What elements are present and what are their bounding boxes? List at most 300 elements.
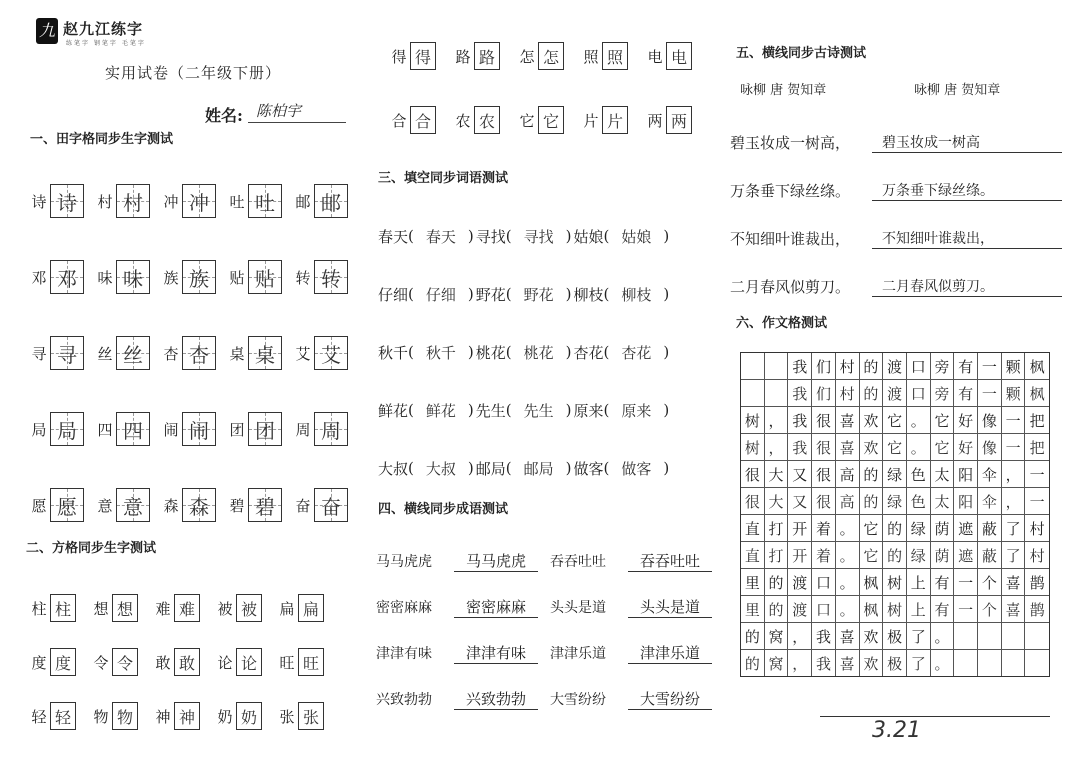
grid-cell: 。 — [931, 623, 955, 649]
printed-char: 敢 — [155, 653, 171, 672]
paren-open: ( — [505, 459, 512, 477]
handwritten-char: 物 — [116, 707, 133, 727]
tianzige-item — [160, 412, 226, 446]
tianzige-box — [182, 412, 216, 446]
grid-cell — [741, 353, 765, 379]
printed-char: 杏 — [163, 344, 179, 363]
printed-char: 奋 — [295, 496, 311, 515]
handwritten-char: 它 — [542, 111, 559, 131]
grid-cell: 着 — [812, 542, 836, 568]
tianzige-item — [94, 184, 160, 218]
tianzige-box — [314, 260, 348, 294]
idiom-word: 津津有味 — [376, 646, 432, 662]
handwritten-char: 度 — [54, 653, 71, 673]
grid-cell: 好 — [954, 434, 978, 460]
grid-cell: 渡 — [883, 353, 907, 379]
tianzige-box — [50, 336, 84, 370]
printed-char: 贴 — [229, 268, 245, 287]
composition-grid — [740, 352, 1050, 677]
grid-cell: 渡 — [883, 380, 907, 406]
printed-char: 轻 — [31, 707, 47, 726]
grid-cell: 遮 — [954, 542, 978, 568]
grid-cell: ， — [788, 623, 812, 649]
grid-cell: 的 — [883, 515, 907, 541]
idiom-answer: 密密麻麻 — [454, 596, 538, 618]
grid-cell: 村 — [836, 353, 860, 379]
fangge-item — [214, 702, 276, 730]
handwritten-char: 电 — [670, 47, 687, 67]
handwritten-char: 邓 — [57, 266, 77, 291]
grid-cell — [1002, 650, 1026, 676]
tianzige-item — [160, 336, 226, 370]
printed-char: 片 — [583, 111, 599, 130]
printed-char: 吐 — [229, 192, 245, 211]
fangge-box — [666, 42, 692, 70]
grid-row — [741, 380, 1049, 407]
fangge-item — [90, 702, 152, 730]
grid-cell: 很 — [741, 461, 765, 487]
grid-cell: 绿 — [907, 515, 931, 541]
grid-cell: 它 — [931, 407, 955, 433]
fangge-box — [236, 648, 262, 676]
tianzige-item — [292, 336, 358, 370]
fangge-box — [410, 42, 436, 70]
word: 野花 — [475, 285, 506, 304]
grid-cell: 直 — [741, 542, 765, 568]
poem-answer: 二月春风似剪刀。 — [872, 276, 1062, 297]
grid-row — [741, 650, 1049, 676]
paren-close: ) — [565, 459, 572, 477]
idiom-row — [376, 676, 712, 722]
fill-row — [378, 381, 671, 439]
printed-char: 怎 — [519, 47, 535, 66]
handwritten-char: 片 — [606, 111, 623, 131]
tianzige-item — [160, 184, 226, 218]
grid-cell: 们 — [812, 380, 836, 406]
handwritten-char: 诗 — [57, 190, 77, 215]
fangge-box — [112, 594, 138, 622]
fangge-box — [50, 702, 76, 730]
printed-char: 寻 — [31, 344, 47, 363]
tianzige-box — [116, 488, 150, 522]
printed-char: 邓 — [31, 268, 47, 287]
grid-cell: 喜 — [836, 407, 860, 433]
grid-cell — [765, 380, 789, 406]
tianzige-box — [314, 336, 348, 370]
grid-cell: 荫 — [931, 542, 955, 568]
section3-title: 三、填空同步词语测试 — [378, 171, 509, 186]
grid-cell: 窝 — [765, 650, 789, 676]
paren-close: ) — [565, 401, 572, 419]
handwritten-char: 张 — [302, 707, 319, 727]
grid-cell: 色 — [907, 488, 931, 514]
printed-char: 物 — [93, 707, 109, 726]
grid-cell: 。 — [836, 596, 860, 622]
grid-cell: 。 — [836, 569, 860, 595]
grid-cell: 鹊 — [1029, 573, 1045, 592]
grid-cell: 像 — [978, 407, 1002, 433]
grid-cell: ， — [788, 650, 812, 676]
grid-cell — [954, 623, 978, 649]
printed-char: 团 — [229, 420, 245, 439]
printed-char: 邮 — [295, 192, 311, 211]
name-label: 姓名: — [205, 106, 243, 125]
tianzige-item — [28, 260, 94, 294]
fangge-box — [298, 648, 324, 676]
tianzige-box — [50, 260, 84, 294]
paren-open: ( — [603, 401, 610, 419]
brand-subtitle: 练笔字 钢笔字 毛笔字 — [66, 40, 146, 47]
handwritten-char: 怎 — [542, 47, 559, 67]
grid-row — [741, 542, 1049, 569]
printed-char: 张 — [279, 707, 295, 726]
grid-cell: 们 — [812, 353, 836, 379]
word: 春天 — [378, 227, 409, 246]
name-value: 陈柏宇 — [256, 102, 302, 120]
fangge-box — [538, 106, 564, 134]
grid-row — [741, 461, 1049, 488]
idiom-row — [376, 538, 712, 584]
handwritten-char: 贴 — [255, 266, 275, 291]
grid-cell: 树 — [883, 569, 907, 595]
grid-row — [741, 353, 1049, 380]
grid-cell: 极 — [883, 650, 907, 676]
tianzige-box — [314, 488, 348, 522]
grid-cell: 枫 — [1029, 357, 1045, 376]
grid-cell: 欢 — [860, 434, 884, 460]
paren-open: ( — [603, 227, 610, 245]
answer: 原来 — [621, 401, 652, 420]
handwritten-char: 冲 — [189, 190, 209, 215]
section1-title: 一、田字格同步生字测试 — [30, 132, 174, 147]
tianzige-box — [50, 488, 84, 522]
fangge-box — [50, 594, 76, 622]
tianzige-box — [116, 336, 150, 370]
printed-char: 族 — [163, 268, 179, 287]
handwritten-char: 局 — [57, 418, 77, 443]
fangge-item — [452, 106, 516, 134]
answer: 秋千 — [425, 343, 456, 362]
tianzige-row — [28, 315, 358, 391]
section2b-grid — [388, 40, 708, 136]
grid-cell — [741, 380, 765, 406]
handwritten-char: 族 — [189, 266, 209, 291]
tianzige-row — [28, 239, 358, 315]
grid-cell: 一 — [1002, 407, 1026, 433]
poem-answer: 万条垂下绿丝绦。 — [872, 180, 1062, 201]
handwritten-char: 丝 — [123, 342, 143, 367]
paren-close: ) — [467, 227, 474, 245]
fangge-row — [28, 689, 338, 743]
printed-char: 味 — [97, 268, 113, 287]
grid-cell: 了 — [907, 623, 931, 649]
grid-cell: 枫 — [860, 569, 884, 595]
grid-cell: 一 — [1029, 492, 1045, 511]
poem-lines — [730, 118, 1062, 310]
fangge-box — [474, 106, 500, 134]
grid-cell: 荫 — [931, 515, 955, 541]
fangge-box — [112, 702, 138, 730]
handwritten-char: 轻 — [54, 707, 71, 727]
poem-text: 二月春风似剪刀。 — [730, 277, 851, 296]
section2-grid — [28, 581, 338, 743]
grid-cell: 蔽 — [978, 515, 1002, 541]
grid-cell: 它 — [883, 434, 907, 460]
fangge-item — [152, 648, 214, 676]
fangge-box — [298, 594, 324, 622]
fangge-item — [28, 648, 90, 676]
printed-char: 电 — [647, 47, 663, 66]
tianzige-box — [314, 184, 348, 218]
grid-cell: 喜 — [1002, 569, 1026, 595]
grid-cell: 遮 — [954, 515, 978, 541]
poem-text: 碧玉妆成一树高， — [730, 133, 851, 152]
printed-char: 神 — [155, 707, 171, 726]
fangge-row — [388, 40, 708, 72]
printed-char: 得 — [391, 47, 407, 66]
fangge-item — [214, 594, 276, 622]
tianzige-item — [160, 488, 226, 522]
printed-char: 旺 — [279, 653, 295, 672]
grid-cell: 太 — [931, 488, 955, 514]
printed-char: 转 — [295, 268, 311, 287]
word: 寻找 — [475, 227, 506, 246]
idiom-word: 津津乐道 — [550, 646, 606, 662]
handwritten-char: 被 — [240, 599, 257, 619]
paren-close: ) — [467, 401, 474, 419]
grid-cell: 高 — [836, 461, 860, 487]
grid-cell: ， — [1002, 488, 1026, 514]
grid-cell: 开 — [788, 515, 812, 541]
grid-cell: 我 — [812, 623, 836, 649]
grid-row — [741, 407, 1049, 434]
grid-cell: ， — [765, 407, 789, 433]
grid-row — [741, 515, 1049, 542]
section5-title: 五、横线同步古诗测试 — [736, 46, 867, 61]
handwritten-char: 柱 — [54, 599, 71, 619]
handwritten-char: 碧 — [255, 494, 275, 519]
tianzige-item — [160, 260, 226, 294]
grid-cell: 绿 — [907, 542, 931, 568]
fangge-box — [236, 594, 262, 622]
fangge-box — [602, 106, 628, 134]
poem-row — [730, 166, 1062, 214]
tianzige-item — [28, 488, 94, 522]
grid-cell: 的 — [765, 596, 789, 622]
word: 先生 — [475, 401, 506, 420]
printed-char: 愿 — [31, 496, 47, 515]
tianzige-box — [248, 412, 282, 446]
grid-cell: 我 — [788, 407, 812, 433]
paren-close: ) — [663, 285, 670, 303]
fangge-item — [276, 702, 338, 730]
grid-cell: 一 — [978, 380, 1002, 406]
fangge-item — [28, 702, 90, 730]
grid-cell: 树 — [741, 434, 765, 460]
grid-cell — [765, 353, 789, 379]
fangge-item — [90, 648, 152, 676]
tianzige-box — [248, 260, 282, 294]
grid-cell: 的 — [741, 623, 765, 649]
grid-cell: 打 — [765, 515, 789, 541]
grid-cell: 我 — [788, 353, 812, 379]
tianzige-item — [94, 336, 160, 370]
grid-cell: 的 — [860, 380, 884, 406]
printed-char: 扁 — [279, 599, 295, 618]
idiom-answer: 大雪纷纷 — [628, 688, 712, 710]
paren-open: ( — [408, 285, 414, 303]
printed-char: 论 — [217, 653, 233, 672]
grid-cell: ， — [765, 434, 789, 460]
grid-cell: 很 — [812, 461, 836, 487]
grid-cell — [1025, 650, 1048, 676]
tianzige-item — [94, 412, 160, 446]
paren-close: ) — [467, 459, 474, 477]
tianzige-box — [248, 184, 282, 218]
grid-cell: 一 — [1029, 465, 1045, 484]
handwritten-char: 团 — [255, 418, 275, 443]
grid-cell: 渡 — [788, 569, 812, 595]
handwritten-char: 艾 — [321, 342, 341, 367]
grid-cell: 大 — [765, 488, 789, 514]
tianzige-box — [248, 336, 282, 370]
tianzige-item — [28, 184, 94, 218]
fangge-box — [474, 42, 500, 70]
answer: 先生 — [523, 401, 554, 420]
grid-cell: 的 — [765, 569, 789, 595]
printed-char: 合 — [391, 111, 407, 130]
tianzige-item — [226, 336, 292, 370]
printed-char: 意 — [97, 496, 113, 515]
grid-cell — [978, 650, 1002, 676]
tianzige-box — [50, 412, 84, 446]
grid-cell: 村 — [836, 380, 860, 406]
fangge-item — [28, 594, 90, 622]
handwritten-char: 四 — [123, 418, 143, 443]
printed-char: 令 — [93, 653, 109, 672]
section4-list — [376, 538, 712, 722]
poem-row — [730, 118, 1062, 166]
grid-cell: 树 — [883, 596, 907, 622]
grid-cell: 阳 — [954, 461, 978, 487]
poem-row — [730, 262, 1062, 310]
handwritten-char: 转 — [321, 266, 341, 291]
fangge-box — [236, 702, 262, 730]
paren-open: ( — [603, 459, 610, 477]
handwritten-char: 味 — [123, 266, 143, 291]
fangge-box — [410, 106, 436, 134]
tianzige-item — [226, 184, 292, 218]
tianzige-box — [50, 184, 84, 218]
grid-row — [741, 596, 1049, 623]
section6-title: 六、作文格测试 — [736, 316, 828, 331]
printed-char: 局 — [31, 420, 47, 439]
word: 做客 — [573, 459, 604, 478]
paren-close: ) — [663, 401, 670, 419]
handwritten-char: 令 — [116, 653, 133, 673]
handwritten-char: 农 — [478, 111, 495, 131]
fangge-box — [174, 702, 200, 730]
word: 仔细 — [378, 285, 409, 304]
paren-close: ) — [467, 343, 474, 361]
grid-cell: 太 — [931, 461, 955, 487]
grid-cell: 有 — [954, 380, 978, 406]
grid-cell: 喜 — [836, 650, 860, 676]
poem-text: 不知细叶谁裁出， — [730, 229, 851, 248]
grid-cell: 个 — [978, 569, 1002, 595]
fangge-box — [666, 106, 692, 134]
grid-cell: 里 — [741, 569, 765, 595]
answer: 野花 — [523, 285, 554, 304]
grid-cell: 个 — [978, 596, 1002, 622]
handwritten-char: 得 — [414, 47, 431, 67]
printed-char: 两 — [647, 111, 663, 130]
handwritten-char: 杏 — [189, 342, 209, 367]
handwritten-char: 路 — [478, 47, 495, 67]
brand-logo: 九 — [36, 18, 58, 44]
tianzige-item — [226, 260, 292, 294]
grid-cell: 好 — [954, 407, 978, 433]
handwritten-char: 扁 — [302, 599, 319, 619]
tianzige-item — [28, 336, 94, 370]
word: 大叔 — [378, 459, 409, 478]
fangge-item — [516, 42, 580, 70]
idiom-word: 头头是道 — [550, 600, 606, 616]
fangge-item — [152, 594, 214, 622]
poem-answer: 碧玉妆成一树高 — [872, 132, 1062, 153]
printed-char: 冲 — [163, 192, 179, 211]
paren-close: ) — [663, 227, 670, 245]
grid-cell: 直 — [741, 515, 765, 541]
signature-line — [820, 716, 1050, 717]
word: 桃花 — [475, 343, 506, 362]
grid-cell: 很 — [812, 434, 836, 460]
printed-char: 艾 — [295, 344, 311, 363]
grid-cell: 它 — [860, 515, 884, 541]
grid-cell: 了 — [907, 650, 931, 676]
grid-cell: 的 — [883, 542, 907, 568]
printed-char: 四 — [97, 420, 113, 439]
printed-char: 难 — [155, 599, 171, 618]
idiom-word: 大雪纷纷 — [550, 692, 606, 708]
fangge-row — [388, 104, 708, 136]
printed-char: 桌 — [229, 344, 245, 363]
word: 秋千 — [378, 343, 409, 362]
grid-cell: 渡 — [788, 596, 812, 622]
poem-title-left: 咏柳 唐 贺知章 — [740, 83, 827, 98]
fangge-item — [580, 42, 644, 70]
handwritten-char: 论 — [240, 653, 257, 673]
handwritten-char: 闹 — [189, 418, 209, 443]
tianzige-item — [292, 488, 358, 522]
grid-cell: 欢 — [860, 623, 884, 649]
grid-cell: 窝 — [765, 623, 789, 649]
fangge-item — [90, 594, 152, 622]
fangge-item — [516, 106, 580, 134]
grid-cell: 又 — [788, 488, 812, 514]
grid-cell: 绿 — [883, 461, 907, 487]
grid-cell: 。 — [907, 407, 931, 433]
fangge-item — [152, 702, 214, 730]
grid-cell: 的 — [741, 650, 765, 676]
grid-cell: 很 — [812, 407, 836, 433]
grid-cell: 村 — [1029, 519, 1045, 538]
grid-cell: 有 — [931, 596, 955, 622]
tianzige-box — [182, 260, 216, 294]
grid-cell: 欢 — [860, 407, 884, 433]
tianzige-item — [28, 412, 94, 446]
word: 原来 — [573, 401, 604, 420]
